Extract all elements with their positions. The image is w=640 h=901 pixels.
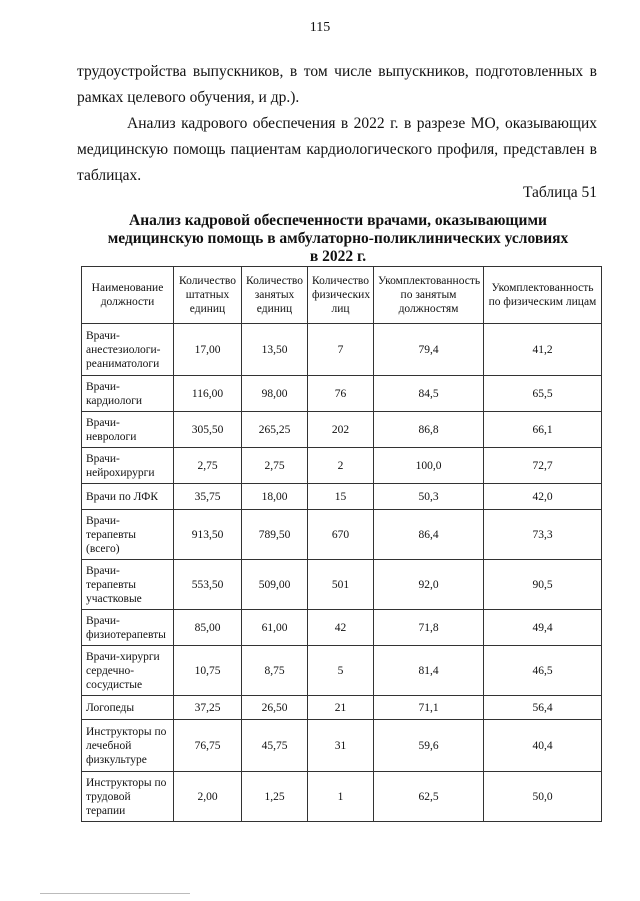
cell-staff-units: 76,75	[174, 720, 242, 772]
cell-occupied-units: 13,50	[242, 324, 308, 376]
cell-position: Врачи-кардиологи	[82, 376, 174, 412]
table-body	[82, 324, 602, 822]
cell-staff-units: 10,75	[174, 646, 242, 696]
cell-persons: 2	[308, 448, 374, 484]
table-title	[80, 212, 596, 266]
cell-position: Логопеды	[82, 696, 174, 720]
table-row	[82, 720, 602, 772]
footer-rule	[40, 893, 190, 894]
cell-staff-units: 913,50	[174, 510, 242, 560]
cell-pct-persons: 41,2	[484, 324, 602, 376]
table-label: Таблица 51	[522, 184, 597, 201]
cell-position: Инструкторы по лечебной физкультуре	[82, 720, 174, 772]
header-staff-units: Количество штатных единиц	[174, 267, 242, 324]
cell-occupied-units: 2,75	[242, 448, 308, 484]
cell-pct-occupied: 71,8	[374, 610, 484, 646]
table-row	[82, 610, 602, 646]
cell-position: Врачи-анестезиологи-реаниматологи	[82, 324, 174, 376]
table-row	[82, 696, 602, 720]
cell-position: Врачи-хирурги сердечно-сосудистые	[82, 646, 174, 696]
cell-persons: 7	[308, 324, 374, 376]
cell-pct-persons: 56,4	[484, 696, 602, 720]
cell-pct-occupied: 71,1	[374, 696, 484, 720]
cell-staff-units: 17,00	[174, 324, 242, 376]
header-pct-persons: Укомплектованность по физическим лицам	[484, 267, 602, 324]
cell-occupied-units: 98,00	[242, 376, 308, 412]
cell-staff-units: 2,75	[174, 448, 242, 484]
table-title-line-3: в 2022 г.	[309, 248, 367, 265]
table-row	[82, 646, 602, 696]
cell-persons: 15	[308, 484, 374, 510]
cell-pct-persons: 66,1	[484, 412, 602, 448]
table-title-line-1: Анализ кадровой обеспеченности врачами, оказывающими	[129, 212, 547, 229]
cell-staff-units: 37,25	[174, 696, 242, 720]
table-row	[82, 560, 602, 610]
cell-pct-persons: 42,0	[484, 484, 602, 510]
cell-pct-occupied: 59,6	[374, 720, 484, 772]
cell-pct-occupied: 81,4	[374, 646, 484, 696]
table-row	[82, 772, 602, 822]
paragraph-1: трудоустройства выпускников, в том числе выпускников, подготовленных в рамках целевого обучения, и др.).	[77, 63, 597, 106]
cell-pct-persons: 49,4	[484, 610, 602, 646]
staffing-table	[81, 266, 602, 822]
cell-position: Врачи-нейрохирурги	[82, 448, 174, 484]
cell-persons: 501	[308, 560, 374, 610]
cell-pct-occupied: 50,3	[374, 484, 484, 510]
cell-position: Врачи по ЛФК	[82, 484, 174, 510]
cell-position: Врачи-терапевты (всего)	[82, 510, 174, 560]
cell-persons: 202	[308, 412, 374, 448]
table-row	[82, 448, 602, 484]
cell-occupied-units: 509,00	[242, 560, 308, 610]
cell-persons: 5	[308, 646, 374, 696]
cell-occupied-units: 26,50	[242, 696, 308, 720]
cell-pct-occupied: 92,0	[374, 560, 484, 610]
cell-staff-units: 553,50	[174, 560, 242, 610]
cell-pct-persons: 90,5	[484, 560, 602, 610]
cell-pct-occupied: 100,0	[374, 448, 484, 484]
header-persons: Количество физических лиц	[308, 267, 374, 324]
table-row	[82, 376, 602, 412]
header-pct-occupied: Укомплектованность по занятым должностям	[374, 267, 484, 324]
cell-pct-occupied: 86,8	[374, 412, 484, 448]
cell-pct-persons: 40,4	[484, 720, 602, 772]
cell-occupied-units: 18,00	[242, 484, 308, 510]
cell-pct-persons: 46,5	[484, 646, 602, 696]
table-row	[82, 324, 602, 376]
cell-persons: 1	[308, 772, 374, 822]
cell-persons: 42	[308, 610, 374, 646]
cell-occupied-units: 61,00	[242, 610, 308, 646]
cell-persons: 31	[308, 720, 374, 772]
cell-occupied-units: 1,25	[242, 772, 308, 822]
header-occupied-units: Количество занятых единиц	[242, 267, 308, 324]
header-position: Наименование должности	[82, 267, 174, 324]
cell-position: Врачи-неврологи	[82, 412, 174, 448]
table-row	[82, 510, 602, 560]
cell-staff-units: 305,50	[174, 412, 242, 448]
paragraph-2: Анализ кадрового обеспечения в 2022 г. в разрезе МО, оказывающих медицинскую помощь пациентам кардиологического профиля, представлен в таблицах.	[77, 115, 597, 184]
cell-persons: 21	[308, 696, 374, 720]
cell-persons: 76	[308, 376, 374, 412]
cell-persons: 670	[308, 510, 374, 560]
table-row	[82, 484, 602, 510]
cell-pct-persons: 72,7	[484, 448, 602, 484]
cell-occupied-units: 8,75	[242, 646, 308, 696]
cell-staff-units: 116,00	[174, 376, 242, 412]
cell-staff-units: 2,00	[174, 772, 242, 822]
cell-pct-occupied: 79,4	[374, 324, 484, 376]
cell-pct-persons: 65,5	[484, 376, 602, 412]
cell-pct-occupied: 86,4	[374, 510, 484, 560]
cell-staff-units: 35,75	[174, 484, 242, 510]
cell-pct-occupied: 84,5	[374, 376, 484, 412]
page-number: 115	[309, 20, 331, 35]
table-row	[82, 412, 602, 448]
cell-occupied-units: 265,25	[242, 412, 308, 448]
cell-position: Врачи-терапевты участковые	[82, 560, 174, 610]
table-header-row	[82, 267, 602, 324]
cell-pct-persons: 73,3	[484, 510, 602, 560]
cell-staff-units: 85,00	[174, 610, 242, 646]
cell-pct-persons: 50,0	[484, 772, 602, 822]
cell-position: Инструкторы по трудовой терапии	[82, 772, 174, 822]
cell-pct-occupied: 62,5	[374, 772, 484, 822]
cell-occupied-units: 789,50	[242, 510, 308, 560]
cell-position: Врачи-физиотерапевты	[82, 610, 174, 646]
table-title-line-2: медицинскую помощь в амбулаторно-поликлинических условиях	[107, 230, 569, 247]
cell-occupied-units: 45,75	[242, 720, 308, 772]
